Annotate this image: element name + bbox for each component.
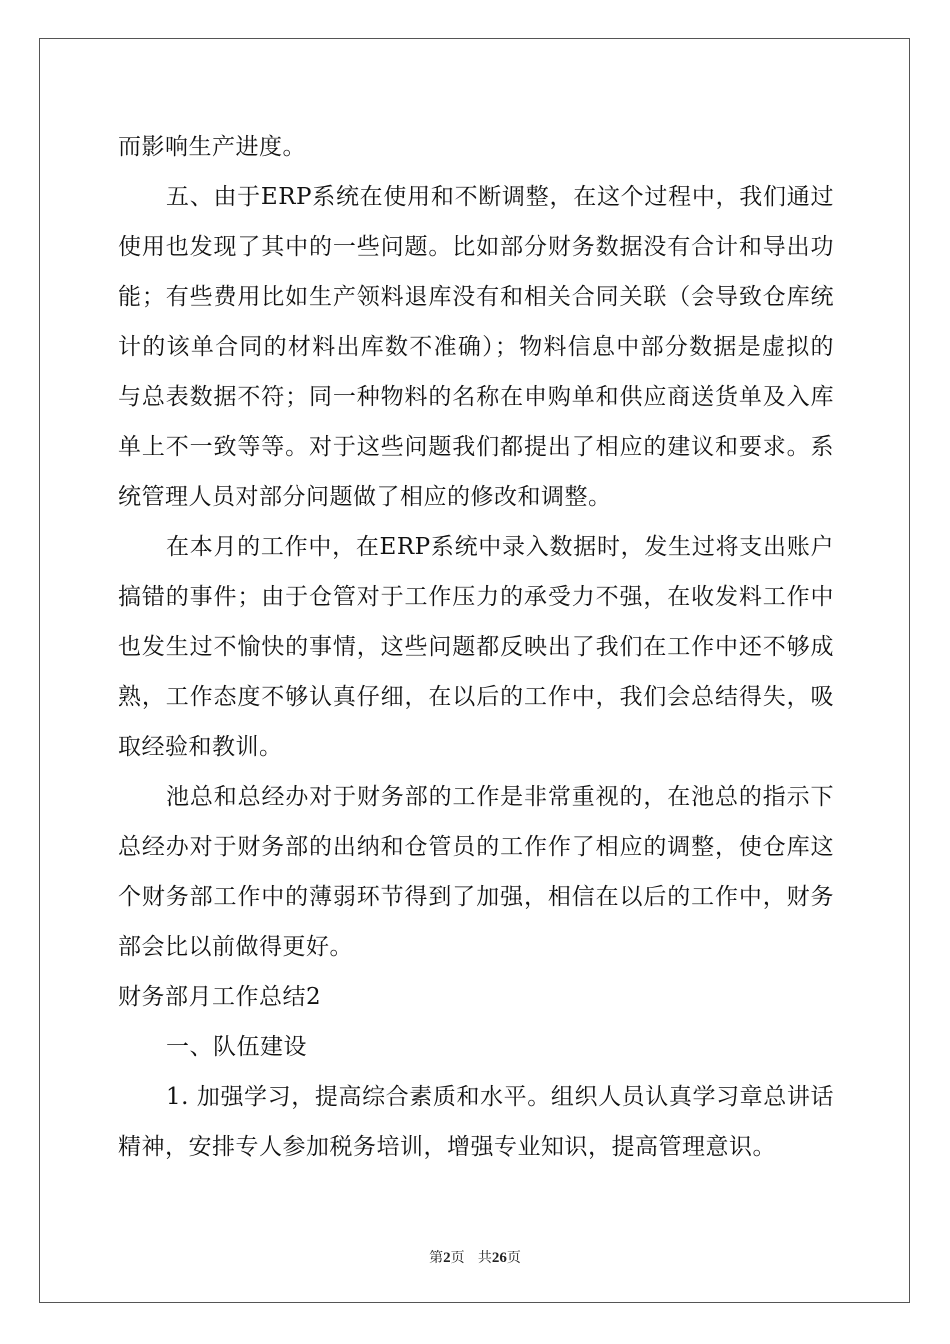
page-footer	[0, 1247, 950, 1267]
paragraph-4: 池总和总经办对于财务部的工作是非常重视的，在池总的指示下总经办对于财务部的出纳和仓管员的工作作了相应的调整，使仓库这个财务部工作中的薄弱环节得到了加强，相信在以后的工作中，财务部会比以前做得更好。	[118, 784, 834, 960]
section-subheading: 一、队伍建设	[166, 1034, 307, 1060]
footer-suffix: 页	[506, 1250, 521, 1266]
footer-current-page: 2	[443, 1250, 451, 1266]
paragraph-2: 五、由于ERP系统在使用和不断调整，在这个过程中，我们通过使用也发现了其中的一些问题。比如部分财务数据没有合计和导出功能；有些费用比如生产领料退库没有和相关合同关联（会导致仓库统计的该单合同的材料出库数不准确）；物料信息中部分数据是虚拟的与总表数据不符；同一种物料的名称在申购单和供应商送货单及入库单上不一致等等。对于这些问题我们都提出了相应的建议和要求。系统管理人员对部分问题做了相应的修改和调整。	[118, 184, 834, 510]
footer-total-pages: 26	[491, 1250, 507, 1266]
paragraph-1: 而影响生产进度。	[118, 134, 306, 160]
section-paragraph-1: 1. 加强学习，提高综合素质和水平。组织人员认真学习章总讲话精神，安排专人参加税务培训，增强专业知识，提高管理意识。	[118, 1084, 834, 1160]
footer-prefix: 第	[429, 1250, 444, 1266]
section-title: 财务部月工作总结2	[118, 984, 322, 1010]
paragraph-3: 在本月的工作中，在ERP系统中录入数据时，发生过将支出账户搞错的事件；由于仓管对于工作压力的承受力不强，在收发料工作中也发生过不愉快的事情，这些问题都反映出了我们在工作中还不够成熟，工作态度不够认真仔细，在以后的工作中，我们会总结得失，吸取经验和教训。	[118, 534, 834, 760]
footer-mid: 页 共	[450, 1250, 492, 1266]
document-body	[118, 122, 834, 1172]
